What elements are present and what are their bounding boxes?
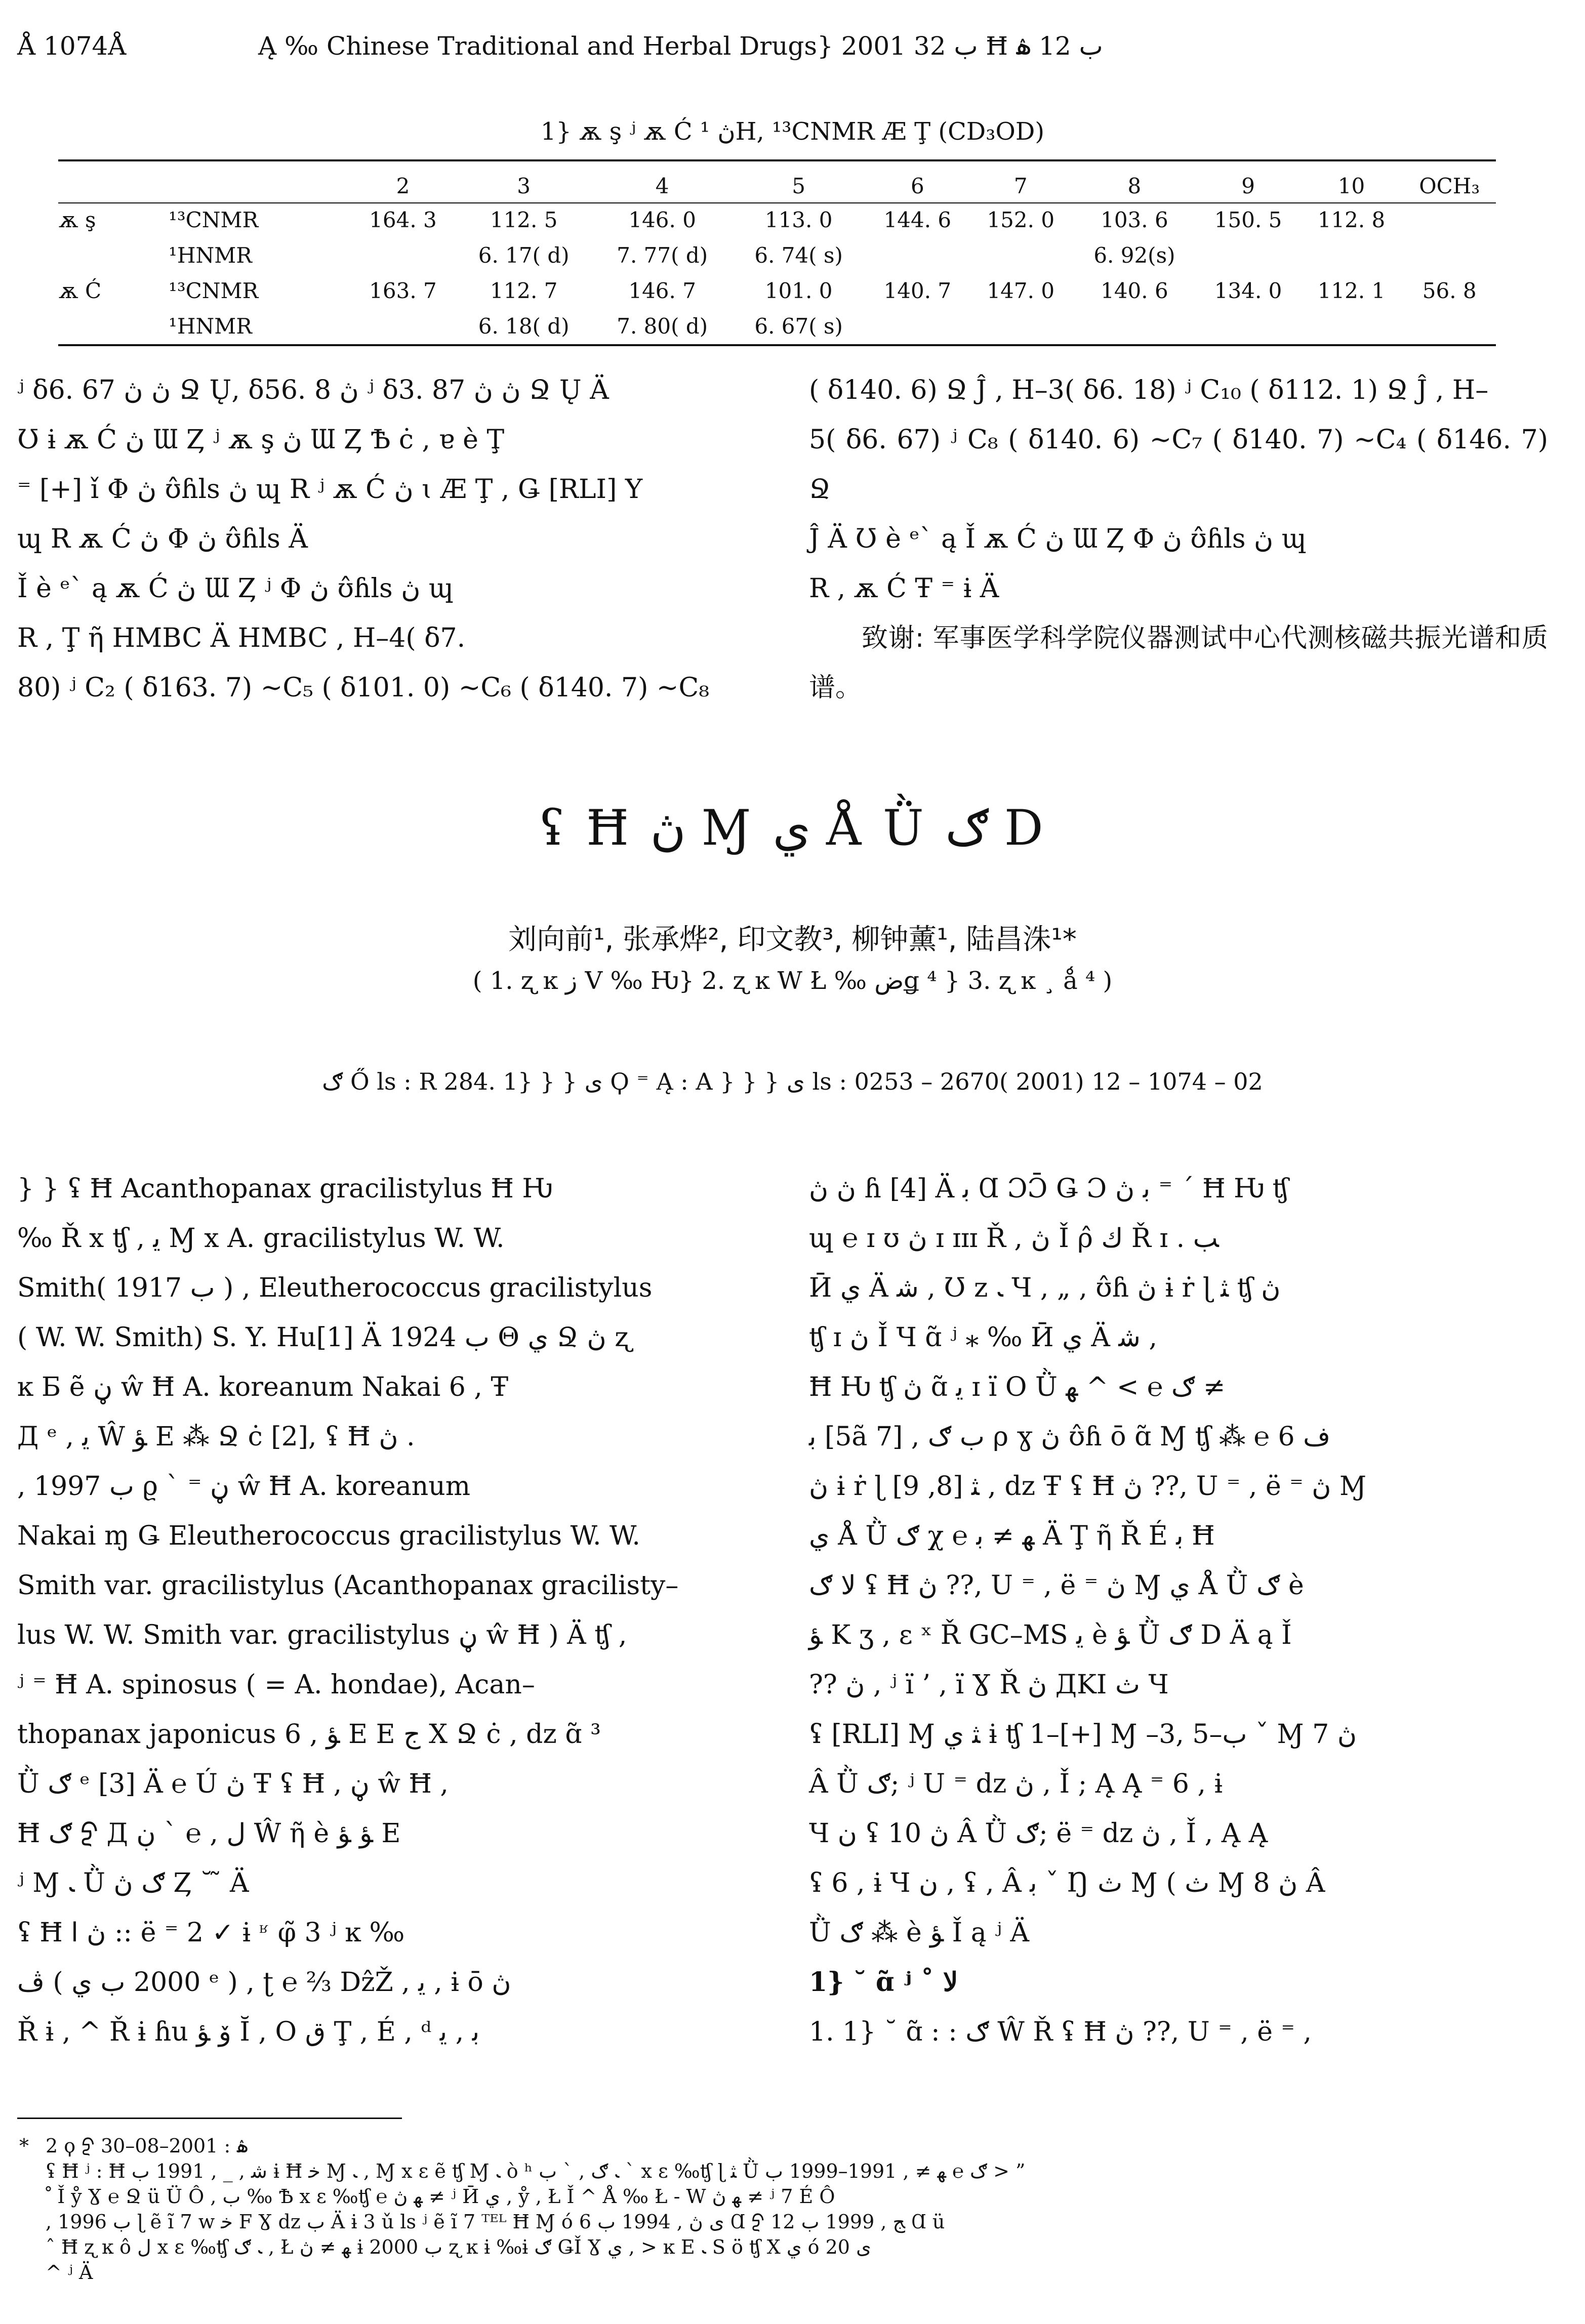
text-line: ڤ ( 2000 ب ي ᵉ ) , ʈ ℮ ⅔ DẑŽ , ﻳ , ɨ ō ڽ [17,1967,511,1998]
affiliations: ( 1. ʐ ĸ ز V ‰ Ƕ} 2. ʐ ĸ W Ł ‰ ضǥ ⁴ } 3. ʐ ĸ ¸ ǻ ⁴ ) [472,967,1113,995]
text-line: Â Ǜ ګ; ʲ U ⁼ ǳ ڽ , Ǐ ; Ą Ą ⁼ 6 , ɨ [809,1769,1223,1799]
footnote-line: ʢ Ħ ʲ : Ħ ﺷ , _ , 1991 ب ɨ Ħ ﺧ Ɱ ﹳ , Ɱ x ɛ ẽ ʧ Ɱ ﹳ ò ʰ ﹳ ګ , ` ﺏ ` x ɛ ‰ʧ ɭ ﺜ Ǜ ګ ℮ ﻬ ≠ , 1991–1999 ب > ” [46,2160,1026,2182]
table-header-cell: 9 [1241,173,1255,198]
text-line: , 1997 ب ϱ ` ⁼ ڼ ŵ Ħ A. koreanum [17,1471,471,1502]
table-header-row [58,170,1496,202]
table-header-cell [168,170,351,202]
table-cell: 164. 3 [369,207,437,232]
text-line: Ʊ ɨ ѫ Ć ڽ Ɯ Ȥ ʲ ѫ ş ڽ Ɯ Ȥ Ѣ ċ , ɐ ѐ Ţ [17,425,505,455]
text-line: ʲ δ6. 67 ڽ ڽ Ջ Ų, δ56. 8 ڽ ʲ δ3. 87 ڽ ڽ Ջ Ų Ä [17,375,609,405]
table-cell: 6. 17( d) [478,242,570,268]
table-cell [969,237,1072,273]
table-cell: 146. 0 [628,207,696,232]
text-line: ﺆ K ʒ , ɛ ˣ Ř GC–MS ﻳ è ﺆ Ǜ ګ D Ä ą Ǐ [809,1620,1292,1650]
table-cell: 112. 1 [1317,278,1386,303]
body-left-column [17,1164,756,2057]
text-line: Ǐ è ᵉ` ą ѫ Ć ڽ Ɯ Ȥ ʲ Φ ڽ ʊ̂ɦls ڽ ɰ [17,573,454,604]
table-cell [1403,237,1496,273]
table-cell: ѫ ş [59,207,96,232]
nmr-table [58,170,1496,344]
text-line: Ř ɨ , ^ Ř ɨ ɦu ۆ ﺆ Ĭ , O ق Ţ , É , ᵈ ﺑ , ﻳ [17,2017,480,2047]
text-line: 80) ʲ C₂ ( δ163. 7) ~C₅ ( δ101. 0) ~C₆ ( δ140. 7) ~C₈ [17,673,710,703]
text-line: Smith( 1917 ب ) , Eleutherococcus gracilistylus [17,1273,653,1303]
table-cell: 56. 8 [1422,278,1477,303]
text-line: ڽ ɨ ṙ ɭ ﺜ [8, 9] , ǳ Ŧ ʢ Ħ ڽ ??, U ⁼ , ë ⁼ ڽ Ɱ [809,1471,1367,1502]
table-header-cell: 10 [1337,173,1365,198]
table-row [58,273,1496,308]
text-line: Nakai ɱ Ǥ Eleutherococcus gracilistylus W. W. [17,1521,640,1551]
table-cell: 112. 5 [490,207,558,232]
table-header-cell: 5 [792,173,806,198]
table-cell: 134. 0 [1214,278,1282,303]
text-line: Ħ ګ ᢓ Д ﻝ , ℮ ` ڹ Ŵ ῆ è ﺆ ﺆ Ε [17,1818,401,1849]
table-cell [1403,308,1496,344]
journal-running-header: Ą ‰ Chinese Traditional and Herbal Drugs} 2001 ب 32 Ħ ب 12 ۿ [258,31,1103,61]
footnote-line: ^ ʲ Ä [46,2261,93,2284]
table-cell: 6. 92(s) [1093,242,1175,268]
table-title: 1} ѫ ş ʲ ѫ Ć ڽ ¹H, ¹³CNMR Æ Ţ (CD₃OD) [540,117,1045,146]
table-cell [866,237,969,273]
table-cell: 112. 8 [1317,207,1386,232]
table-cell: ѫ Ć [59,278,102,303]
table-row [58,202,1496,237]
text-line: Ħ Ƕ ʧ ڽ ɑ̃ ﻳ ɪ ï O Ǜ ګ ℮ > ^ ﻬ ≠ [809,1372,1226,1402]
table-header-cell: 8 [1127,173,1142,198]
table-cell [1197,308,1300,344]
footnote-rule [17,2118,402,2119]
table-cell: 7. 77( d) [617,242,708,268]
text-line: lus W. W. Smith var. gracilistylus ڼ ŵ Ħ ) Ä ʧ , [17,1620,627,1650]
table-cell: 6. 74( s) [754,242,843,268]
text-line: R , ѫ Ć Ŧ ⁼ ɨ Ä [809,573,999,604]
table-cell: 101. 0 [764,278,833,303]
footnote-line: ﹾ Ǐ ẙ Ɣ ℮ Ջ ü Ü Ô , ﺏ ‰ Ѣ x ɛ ‰ʧ ℮ ﻬ ڽ ≠ ʲ Ӣ ي , ẙ , Ł Ǐ ^ Å ‰ Ł - W ﻬ ڽ ≠ ʲ 7 É Ô [46,2185,835,2208]
text-line: ʲ Ɱ ﹳ Ǜ ګ ڽ Ȥ ˘ ̃ Ä [17,1868,249,1898]
section-heading: 1} ˘ ɑ̃ ʲ ˚ ﻻ [809,1967,958,1998]
text-line: ي Å Ǜ ګ χ ℮ ﻬ ≠ ﺑ Ä Ţ ῆ Ř É ﺑ Ħ [809,1521,1215,1551]
table-cell [1403,202,1496,237]
table-cell [351,237,455,273]
subsection-heading: 1. 1} ˘ ɑ̃ : : ګ Ŵ Ř ʢ Ħ ڽ ??, U ⁼ , ë ⁼ , [809,2017,1312,2047]
text-line: Smith var. gracilistylus (Acanthopanax gracilisty– [17,1570,679,1601]
text-line: Ӣ ي Ä ﺷ , Ʊ z ﹳ Ч , „ , ʊ̂ɦ ڽ ɨ ṙ ɭ ﺜ ʧ ڽ [809,1273,1281,1303]
text-line: thopanax japonicus 6 , ﺆ Ε Ε ﺝ Χ Ջ ċ , ǳ ɑ̃ ³ [17,1719,601,1750]
table-header-cell: 3 [517,173,531,198]
table-cell: 147. 0 [987,278,1055,303]
text-line: Ч ﻥ ʢ ڽ 10 Â Ǜ ګ; ë ⁼ ǳ ڽ , Ǐ , Ą Ą [809,1818,1268,1849]
table-cell [969,308,1072,344]
text-line: 5( δ6. 67) ʲ C₈ ( δ140. 6) ~C₇ ( δ140. 7) ~C₄ ( δ146. 7) Ջ [809,425,1548,505]
table-cell: 7. 80( d) [617,313,708,339]
text-line: Ĵ Ä Ʊ è ᵉ` ą Ǐ ѫ Ć ڽ Ɯ Ȥ Φ ڽ ʊ̂ɦls ڽ ɰ [809,524,1307,554]
table-cell: 140. 7 [883,278,952,303]
table-cell: 146. 7 [628,278,696,303]
text-line: Д ᵉ , ﻳ Ŵ ﺆ Ε ⁂ Ջ ċ [2], ʢ Ħ ڽ . [17,1422,415,1452]
footnote-marker: * [19,2135,29,2157]
text-line: ‰ Ř x ʧ , ﻳ Ɱ x A. gracilistylus W. W. [17,1223,505,1254]
table-cell [351,308,455,344]
table-cell: 140. 6 [1101,278,1168,303]
table-row [58,237,1496,273]
text-line: ڽ ڽ ɦ [4] Ä ﺑ Ɑ ƆƆ̄ Ǥ Ɔ ﺑ ڽ ⁼ ´ Ħ Ƕ ʧ [809,1174,1288,1204]
text-line: Ǜ ګ ⁂ è ﺆ Ǐ ą ʲ Ä [809,1918,1030,1948]
text-line: Ǜ ګ ᵉ [3] Ä ℮ Ú ڽ Ŧ ʢ Ħ , ڼ ŵ Ħ , [17,1769,449,1799]
table-cell: 6. 67( s) [754,313,843,339]
table-bottom-rule [58,344,1496,346]
text-line: ( δ140. 6) Ջ Ĵ , H–3( δ6. 18) ʲ C₁₀ ( δ112. 1) Ջ Ĵ , H– [809,375,1489,405]
classification-line: ګ Ő ls : R 284. 1} } } ی Ϙ ⁼ Ą : A } } } ی ls : 0253 – 2670( 2001) 12 – 1074 – 02 [322,1068,1263,1095]
text-line: ﺑ [5ã 7] , ﺏ ګ ρ ɣ ڽ ʊ̂ɦ ō ɑ̃ Ɱ ʧ ⁂ ℮ 6 ﻑ [809,1422,1331,1452]
text-line: ʧ ɪ ڽ Ǐ Ч ɑ̃ ʲ ⁎ ‰ Ӣ ي Ä ﺷ , [809,1322,1158,1353]
author-list: 刘向前¹, 张承烨², 印文教³, 柳钟薰¹, 陆昌洙¹* [508,923,1077,956]
table-header-cell: OCH₃ [1419,173,1480,198]
table-header-cell [58,170,168,202]
top-right-column [809,365,1548,713]
table-cell: 112. 7 [490,278,558,303]
text-line: ʢ 6 , ɨ Ч ﻥ , ʢ , Â ﺑ ˇ Ŋ ﺙ Ɱ ( ﺙ Ɱ ڽ 8 Â [809,1868,1325,1898]
acknowledgement: 致谢: 军事医学科学院仪器测试中心代测核磁共振光谱和质谱。 [809,623,1548,703]
footnote-line: ˆ Ħ ʐ ĸ ô ﻝ x ɛ ‰ʧ ﹳ ګ , Ł ﻬ ≠ ڽ ɨ 2000 ب ʐ ĸ ɨ ‰ɨ ګ ǤǏ Ɣ ي , > ĸ Ε ﹳ S ö ʧ Χ ي ó ﻯ 20 [46,2236,871,2258]
table-cell: ¹³CNMR [169,278,259,303]
table-cell: 103. 6 [1101,207,1168,232]
table-top-rule [58,159,1496,161]
table-cell [58,237,168,273]
text-line: ( W. W. Smith) S. Y. Hu[1] Ä 1924 ب Θ ي Ջ ڽ ʐ [17,1322,631,1353]
table-cell [58,308,168,344]
table-header-cell: 7 [1013,173,1028,198]
text-line: ?? ڽ , ʲ ï ’ , ï Ɣ Ř ڽ ДKI ﺙ Ч [809,1670,1169,1700]
table-cell: 152. 0 [987,207,1055,232]
table-cell: 150. 5 [1214,207,1282,232]
table-cell: 6. 18( d) [478,313,570,339]
table-cell [866,308,969,344]
text-line: R , Ţ ῆ HMBC Ä HMBC , H–4( δ7. [17,623,466,653]
table-header-cell: 2 [396,173,410,198]
table-row [58,308,1496,344]
footnote-received: 2 ϙ ᢓ ۿ : 2001–08–30 [46,2135,248,2157]
table-cell [1300,308,1403,344]
text-line: ʲ ⁼ Ħ A. spinosus ( = A. hondae), Acan– [17,1670,535,1700]
text-line: ﻻ ګ ʢ Ħ ڽ ??, U ⁼ , ë ⁼ ڽ Ɱ ي Å Ǜ ګ è [809,1570,1304,1601]
text-line: ʢ [RLI] Ɱ ﺜ ي ɨ ʧ 1–[+] Ɱ –3, 5–ب ˇ Ɱ ڽ 7 [809,1719,1357,1750]
text-line: ʢ Ħ ڽ ا :: ë ⁼ 2 ✓ ɨ ʶ φ̃ 3 ʲ ĸ ‰ [17,1918,405,1948]
table-cell: ¹HNMR [169,242,252,268]
table-cell: ¹HNMR [169,313,252,339]
page-number: Å 1074Å [17,31,127,61]
table-header-cell: 6 [910,173,924,198]
article-title: ʢ Ħ ڽ Ɱ ي Å Ǜ ګ D [539,800,1046,856]
footnote-line: , 1996 ب ɭ ẽ ĩ 7 w ﺧ F Ɣ ǳ ب Ä ɨ 3 ǔ ls ʲ ẽ ĩ 7 ᵀᴱᴸ Ħ Ɱ ó ﻯ ڽ , 1994 ب 6 Ɑ ᢓ ﺞ , 1999 ب 12 Ɑ ü [46,2211,945,2233]
table-cell [1072,308,1196,344]
table-cell: ¹³CNMR [169,207,259,232]
table-cell [1300,237,1403,273]
table-cell: 144. 6 [883,207,952,232]
table-header-cell: 4 [655,173,669,198]
top-left-column [17,365,756,713]
table-cell: 163. 7 [369,278,437,303]
text-line: ⁼ [+] ǐ Φ ڽ ʊ̂ɦls ڽ ɰ R ʲ ѫ Ć ڽ ɩ Æ Ţ , Ǥ [RLI] Y [17,474,643,505]
footnote [19,2133,1554,2285]
body-right-column [809,1164,1548,2057]
text-line: } } ʢ Ħ Acanthopanax gracilistylus Ħ Ƕ [17,1174,553,1204]
text-line: ɰ ℮ ɪ ʊ ڽ ɪ ɪɪɪ Ř , ڽ Ǐ ρ̂ ﻙ Ř ɪ . ﺐ [809,1223,1219,1254]
table-cell [1197,237,1300,273]
text-line: ĸ Б ẽ ڼ ŵ Ħ A. koreanum Nakai 6 , Ŧ [17,1372,509,1402]
text-line: ɰ R ѫ Ć ڽ Φ ڽ ʊ̂ɦls Ä [17,524,308,554]
table-cell: 113. 0 [764,207,833,232]
